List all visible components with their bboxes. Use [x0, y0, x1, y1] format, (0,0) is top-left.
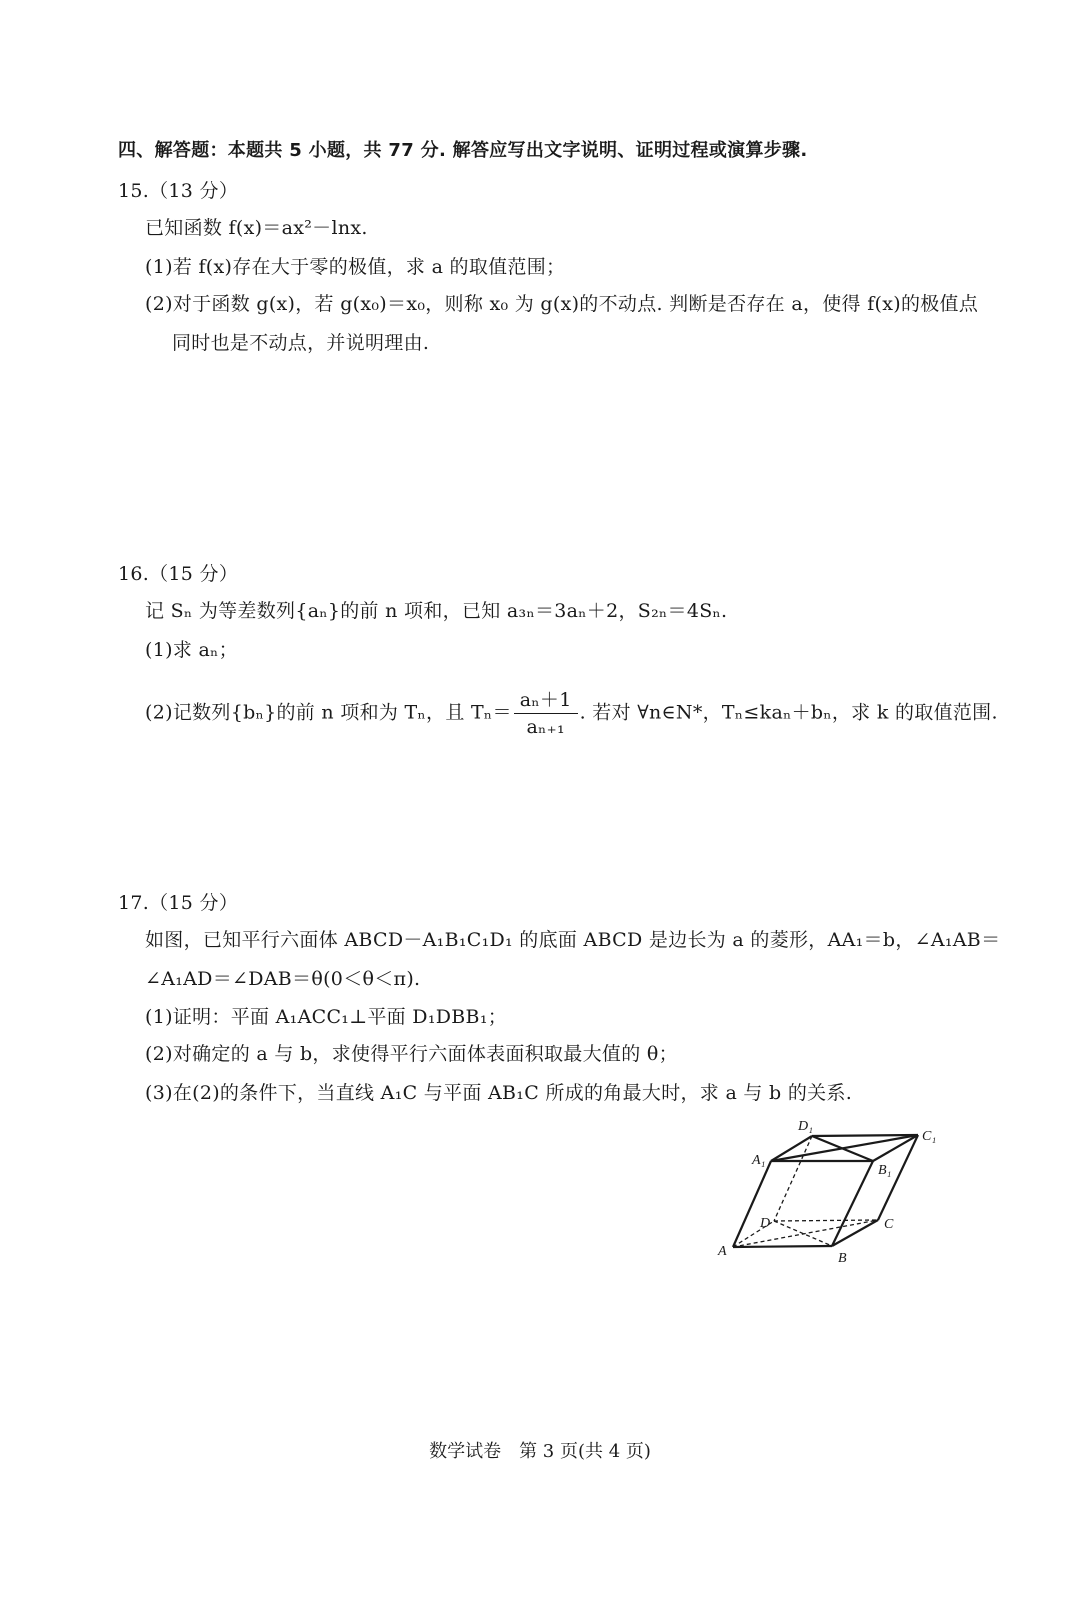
page-footer: 数学试卷 第 3 页(共 4 页) — [429, 1441, 651, 1462]
parallelepiped-figure — [700, 1110, 960, 1280]
edge-D1-C1 — [812, 1135, 918, 1136]
q15-part2-line2: 同时也是不动点，并说明理由. — [172, 332, 430, 354]
q15-part1: (1)若 f(x)存在大于零的极值，求 a 的取值范围； — [145, 256, 566, 278]
edge-A1-A — [733, 1161, 771, 1247]
edge-A-B — [733, 1246, 832, 1247]
label-D: D — [760, 1216, 771, 1231]
q15-stem: 已知函数 f(x)＝ax²－lnx. — [145, 217, 368, 239]
label-A: A — [718, 1244, 727, 1259]
q16-part2 — [145, 687, 998, 740]
diag-D1-B1 — [812, 1136, 873, 1161]
hidden-diag-D-B — [774, 1221, 832, 1246]
label-C1: C₁ — [922, 1129, 937, 1144]
q15-title: 15.（13 分） — [118, 180, 239, 202]
q16-part2-after: . 若对 ∀n∈N*，Tₙ≤kaₙ＋bₙ，求 k 的取值范围. — [579, 701, 998, 724]
q17-part1: (1)证明：平面 A₁ACC₁⊥平面 D₁DBB₁； — [145, 1006, 508, 1028]
fraction-numerator: aₙ＋1 — [514, 687, 578, 714]
hidden-edge-D-C — [774, 1220, 878, 1221]
q16-title: 16.（15 分） — [118, 563, 239, 585]
q16-stem: 记 Sₙ 为等差数列{aₙ}的前 n 项和，已知 a₃ₙ＝3aₙ＋2，S₂ₙ＝4Sₙ. — [145, 600, 728, 622]
q16-fraction — [514, 687, 578, 740]
q17-part3: (3)在(2)的条件下，当直线 A₁C 与平面 AB₁C 所成的角最大时，求 a 与 b 的关系. — [145, 1082, 853, 1104]
label-D1: D₁ — [798, 1119, 813, 1134]
q15-part2-line1: (2)对于函数 g(x)，若 g(x₀)＝x₀，则称 x₀ 为 g(x)的不动点. 判断是否存在 a，使得 f(x)的极值点 — [145, 293, 979, 315]
q17-stem-line2: ∠A₁AD＝∠DAB＝θ(0＜θ＜π). — [145, 968, 421, 990]
q16-part1: (1)求 aₙ； — [145, 639, 238, 661]
label-B1: B₁ — [878, 1163, 892, 1178]
q17-title: 17.（15 分） — [118, 892, 239, 914]
label-C: C — [884, 1217, 894, 1232]
label-B: B — [838, 1251, 847, 1266]
label-A1: A₁ — [752, 1153, 766, 1168]
q17-part2: (2)对确定的 a 与 b，求使得平行六面体表面积取最大值的 θ； — [145, 1043, 678, 1065]
q17-stem-line1: 如图，已知平行六面体 ABCD－A₁B₁C₁D₁ 的底面 ABCD 是边长为 a 的菱形，AA₁＝b，∠A₁AB＝ — [145, 929, 1001, 951]
section-heading: 四、解答题：本题共 5 小题，共 77 分. 解答应写出文字说明、证明过程或演算步骤. — [118, 140, 808, 161]
fraction-denominator: aₙ₊₁ — [526, 716, 565, 738]
q16-part2-before: (2)记数列{bₙ}的前 n 项和为 Tₙ，且 Tₙ＝ — [145, 701, 512, 724]
